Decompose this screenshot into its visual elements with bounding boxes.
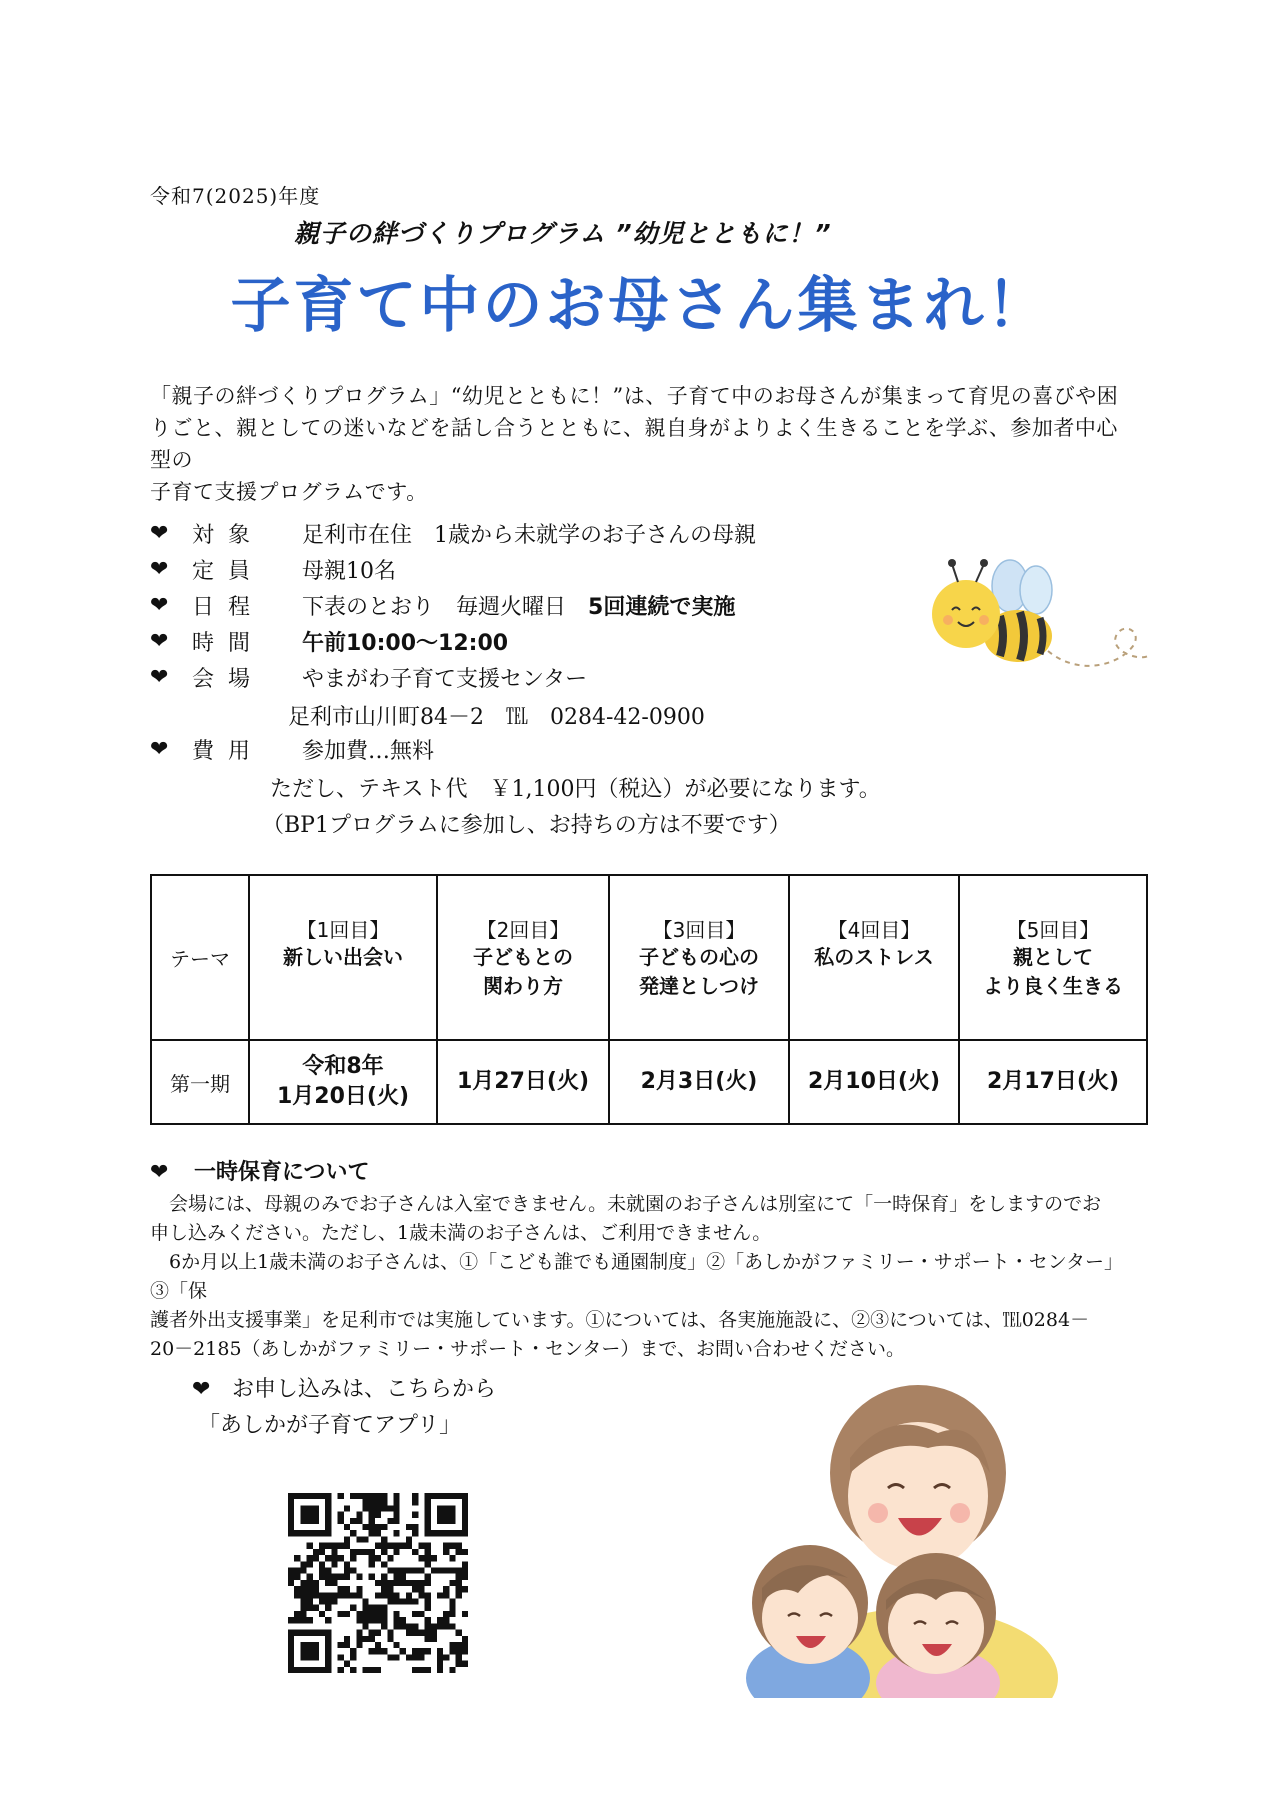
session-date: 1月27日(火)	[456, 1069, 590, 1094]
heart-icon: ❤	[150, 520, 169, 546]
schedule-table	[150, 874, 1148, 1125]
session-title: 子どもとの 関わり方	[473, 945, 573, 998]
detail-value-bold: 5回連続で実施	[588, 594, 736, 620]
date-row	[151, 1040, 1147, 1124]
detail-value: 足利市在住 1歳から未就学のお子さんの母親	[302, 522, 756, 548]
session-date-cell	[959, 1040, 1147, 1124]
detail-target	[150, 515, 756, 551]
session-title: 親として より良く生きる	[983, 945, 1123, 998]
session-date-cell	[249, 1040, 437, 1124]
intro-line: 子育て支援プログラムです。	[150, 480, 428, 504]
session-date-cell	[789, 1040, 959, 1124]
detail-label: 会場	[192, 666, 265, 692]
heart-icon: ❤	[150, 736, 169, 762]
detail-value: 母親10名	[302, 558, 396, 584]
theme-header: テーマ	[151, 875, 249, 1040]
detail-capacity	[150, 551, 396, 587]
detail-schedule	[150, 587, 735, 623]
detail-time	[150, 623, 508, 659]
intro-paragraph	[150, 380, 1130, 508]
fee-note: （BP1プログラムに参加し、お持ちの方は不要です）	[262, 813, 791, 838]
detail-value: 参加費…無料	[302, 738, 435, 764]
session-date: 令和8年 1月20日(火)	[276, 1054, 410, 1109]
theme-row	[151, 875, 1147, 1040]
session-title: 私のストレス	[814, 945, 934, 969]
session-title: 新しい出会い	[283, 945, 403, 969]
term-header: 第一期	[151, 1040, 249, 1124]
detail-venue	[150, 659, 587, 695]
detail-value: やまがわ子育て支援センター	[302, 666, 588, 692]
detail-value-bold: 午前10:00～12:00	[302, 630, 509, 656]
session-theme-cell	[789, 875, 959, 1040]
detail-label: 対象	[192, 522, 265, 548]
heart-icon: ❤	[150, 664, 169, 690]
session-number: 【4回目】	[827, 918, 921, 942]
heart-icon: ❤	[192, 1377, 211, 1402]
session-date: 2月3日(火)	[640, 1069, 758, 1094]
childcare-heading	[150, 1155, 370, 1186]
heart-icon: ❤	[150, 592, 169, 618]
apply-line	[192, 1372, 496, 1403]
session-theme-cell	[959, 875, 1147, 1040]
session-date: 2月10日(火)	[807, 1069, 941, 1094]
bee-illustration	[918, 556, 1148, 686]
main-title: 子育て中のお母さん集まれ！	[230, 271, 1050, 341]
childcare-line: 申し込みください。ただし、1歳未満のお子さんは、ご利用できません。	[150, 1222, 772, 1244]
session-theme-cell	[437, 875, 609, 1040]
session-theme-cell	[609, 875, 789, 1040]
session-title: 子どもの心の 発達としつけ	[639, 945, 759, 998]
detail-value: 下表のとおり 毎週火曜日	[302, 594, 589, 620]
session-date-cell	[437, 1040, 609, 1124]
heart-icon: ❤	[150, 556, 169, 582]
heart-icon: ❤	[150, 1160, 169, 1185]
qr-code[interactable]	[288, 1493, 468, 1673]
detail-label: 定員	[192, 558, 265, 584]
session-number: 【3回目】	[652, 918, 746, 942]
childcare-heading-text: 一時保育について	[194, 1160, 370, 1185]
program-subtitle: 親子の絆づくりプログラム ”幼児とともに！”	[294, 219, 832, 248]
session-number: 【2回目】	[476, 918, 570, 942]
childcare-line: 会場には、母親のみでお子さんは入室できません。未就園のお子さんは別室にて「一時保育」をしますのでお	[169, 1193, 1102, 1215]
heart-icon: ❤	[150, 628, 169, 654]
session-date: 2月17日(火)	[986, 1069, 1120, 1094]
childcare-line: 6か月以上1歳未満のお子さんは、①「こども誰でも通園制度」②「あしかがファミリー・サポート・センター」③「保	[150, 1251, 1124, 1302]
detail-label: 費用	[192, 738, 265, 764]
session-theme-cell	[249, 875, 437, 1040]
apply-text: お申し込みは、こちらから	[232, 1377, 497, 1402]
childcare-line: 20－2185（あしかがファミリー・サポート・センター）まで、お問い合わせください。	[150, 1338, 906, 1360]
session-number: 【1回目】	[296, 918, 390, 942]
intro-line: 「親子の絆づくりプログラム」“幼児とともに！”は、子育て中のお母さんが集まって育児の喜びや困	[150, 384, 1119, 408]
detail-label: 時間	[192, 630, 265, 656]
childcare-body	[150, 1190, 1130, 1364]
fee-note: ただし、テキスト代 ￥1,100円（税込）が必要になります。	[270, 777, 881, 802]
session-date-cell	[609, 1040, 789, 1124]
mother-children-illustration	[738, 1378, 1068, 1698]
detail-label: 日程	[192, 594, 265, 620]
session-number: 【5回目】	[1006, 918, 1100, 942]
intro-line: りごと、親としての迷いなどを話し合うとともに、親自身がよりよく生きることを学ぶ、参加者中心型の	[150, 416, 1118, 472]
childcare-line: 護者外出支援事業」を足利市では実施しています。①については、各実施施設に、②③については、℡0284－	[150, 1309, 1090, 1331]
detail-fee	[150, 731, 434, 767]
venue-address: 足利市山川町84－2 ℡ 0284-42-0900	[288, 705, 705, 730]
apply-app-name: 「あしかが子育てアプリ」	[198, 1413, 462, 1438]
fiscal-year: 令和7(2025)年度	[150, 184, 321, 208]
